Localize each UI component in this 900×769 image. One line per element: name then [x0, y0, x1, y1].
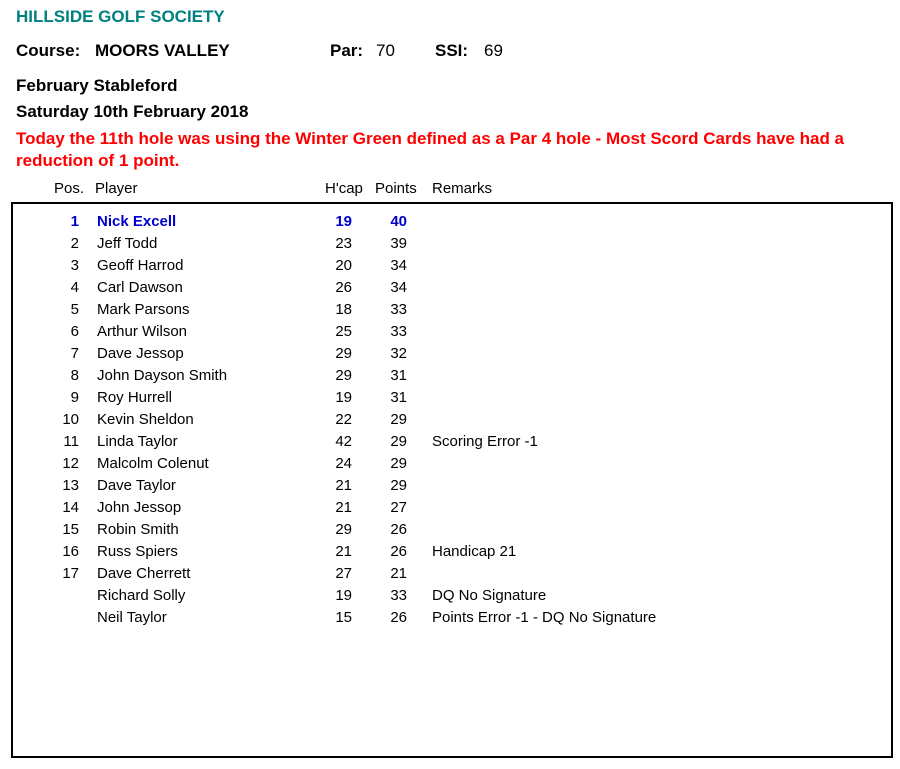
points-cell: 26 [390, 543, 407, 560]
handicap-cell: 42 [335, 433, 352, 450]
table-row [13, 499, 891, 521]
handicap-cell: 29 [335, 521, 352, 538]
player-name-cell: Malcolm Colenut [97, 455, 209, 472]
table-row [13, 433, 891, 455]
remarks-cell: Handicap 21 [432, 543, 517, 560]
handicap-cell: 23 [335, 235, 352, 252]
handicap-cell: 19 [335, 389, 352, 406]
ssi-value: 69 [484, 41, 503, 60]
table-row [13, 455, 891, 477]
points-cell: 29 [390, 455, 407, 472]
handicap-cell: 21 [335, 543, 352, 560]
handicap-cell: 22 [335, 411, 352, 428]
position-cell: 10 [62, 411, 79, 428]
position-cell: 11 [63, 433, 79, 450]
position-cell: 2 [70, 235, 79, 252]
position-cell: 3 [70, 257, 79, 274]
par-label: Par: [330, 41, 364, 60]
course-name: MOORS VALLEY [95, 41, 230, 60]
table-row [13, 609, 891, 631]
header-player: Player [95, 180, 138, 197]
header-points: Points [375, 180, 417, 197]
event-notice: Today the 11th hole was using the Winter Green defined as a Par 4 hole - Most Scord Cards have had a reduction of 1 point. [16, 129, 845, 170]
points-cell: 33 [390, 323, 407, 340]
handicap-cell: 19 [335, 587, 352, 604]
position-cell: 8 [70, 367, 79, 384]
remarks-cell: Scoring Error -1 [432, 433, 538, 450]
player-name-cell: Richard Solly [97, 587, 186, 604]
handicap-cell: 20 [335, 257, 352, 274]
handicap-cell: 21 [335, 477, 352, 494]
points-cell: 33 [390, 587, 407, 604]
player-name-cell: Mark Parsons [97, 301, 190, 318]
player-name-cell: Linda Taylor [97, 433, 178, 450]
event-date: Saturday 10th February 2018 [16, 102, 249, 121]
handicap-cell: 25 [335, 323, 352, 340]
table-row [13, 477, 891, 499]
position-cell: 12 [62, 455, 79, 472]
points-cell: 29 [390, 433, 407, 450]
table-row [13, 543, 891, 565]
position-cell: 9 [70, 389, 79, 406]
handicap-cell: 27 [335, 565, 352, 582]
remarks-cell: Points Error -1 - DQ No Signature [432, 609, 657, 626]
table-row [13, 521, 891, 543]
handicap-cell: 15 [335, 609, 352, 626]
points-cell: 26 [390, 609, 407, 626]
table-row [13, 235, 891, 257]
player-name-cell: Kevin Sheldon [97, 411, 194, 428]
points-cell: 29 [390, 411, 407, 428]
handicap-cell: 26 [335, 279, 352, 296]
position-cell: 4 [70, 279, 79, 296]
handicap-cell: 24 [335, 455, 352, 472]
points-cell: 33 [390, 301, 407, 318]
position-cell: 13 [62, 477, 79, 494]
header-pos: Pos. [54, 180, 85, 197]
table-row-winner [13, 213, 891, 235]
points-cell: 34 [390, 257, 407, 274]
points-cell: 39 [390, 235, 407, 252]
position-cell: 15 [62, 521, 79, 538]
ssi-label: SSI: [435, 41, 469, 60]
position-cell: 6 [70, 323, 79, 340]
handicap-cell: 18 [335, 301, 352, 318]
table-row [13, 345, 891, 367]
par-value: 70 [376, 41, 395, 60]
points-cell: 31 [390, 389, 407, 406]
results-table [11, 202, 893, 758]
table-row [13, 257, 891, 279]
handicap-cell: 29 [335, 345, 352, 362]
handicap-cell: 21 [335, 499, 352, 516]
position-cell: 7 [70, 345, 79, 362]
table-row [13, 411, 891, 433]
points-cell: 21 [390, 565, 407, 582]
table-row [13, 587, 891, 609]
player-name-cell: Nick Excell [97, 213, 177, 230]
points-cell: 34 [390, 279, 407, 296]
table-row [13, 565, 891, 587]
header-remarks: Remarks [432, 180, 493, 197]
handicap-cell: 19 [335, 213, 352, 230]
player-name-cell: John Dayson Smith [97, 367, 228, 384]
player-name-cell: Arthur Wilson [97, 323, 188, 340]
table-row [13, 323, 891, 345]
player-name-cell: Roy Hurrell [97, 389, 173, 406]
player-name-cell: John Jessop [97, 499, 182, 516]
position-cell: 14 [62, 499, 79, 516]
player-name-cell: Dave Cherrett [97, 565, 191, 582]
points-cell: 29 [390, 477, 407, 494]
points-cell: 31 [390, 367, 407, 384]
points-cell: 26 [390, 521, 407, 538]
player-name-cell: Carl Dawson [97, 279, 183, 296]
position-cell: 16 [62, 543, 79, 560]
points-cell: 32 [390, 345, 407, 362]
player-name-cell: Neil Taylor [97, 609, 167, 626]
table-row [13, 279, 891, 301]
table-row [13, 367, 891, 389]
position-cell: 1 [70, 213, 79, 230]
player-name-cell: Geoff Harrod [97, 257, 184, 274]
player-name-cell: Dave Jessop [97, 345, 184, 362]
table-row [13, 301, 891, 323]
player-name-cell: Robin Smith [97, 521, 179, 538]
points-cell: 27 [390, 499, 407, 516]
society-title: HILLSIDE GOLF SOCIETY [16, 7, 225, 26]
header-hcap: H'cap [325, 180, 363, 197]
event-title: February Stableford [16, 76, 178, 95]
course-label: Course: [16, 41, 81, 60]
points-cell: 40 [390, 213, 407, 230]
handicap-cell: 29 [335, 367, 352, 384]
player-name-cell: Dave Taylor [97, 477, 176, 494]
player-name-cell: Russ Spiers [97, 543, 178, 560]
position-cell: 17 [62, 565, 79, 582]
table-row [13, 389, 891, 411]
player-name-cell: Jeff Todd [97, 235, 158, 252]
remarks-cell: DQ No Signature [432, 587, 547, 604]
position-cell: 5 [70, 301, 79, 318]
